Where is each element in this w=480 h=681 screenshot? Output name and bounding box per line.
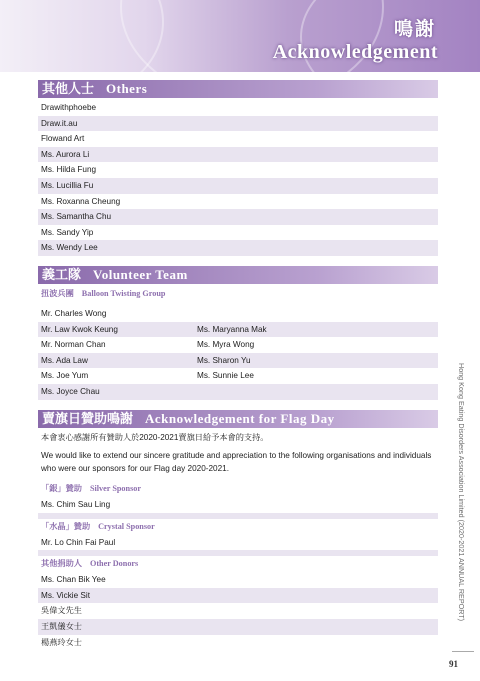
list-item: Flowand Art [41,134,85,144]
section-heading-zh: 賣旗日贊助鳴謝 [42,410,134,426]
list-item: Ms. Samantha Chu [38,209,438,225]
subheading-donors [38,556,438,572]
header-banner [0,0,480,72]
donors-list [38,572,438,650]
subheading-zh: 其他捐助人 [41,559,82,569]
name-cell: Ms. Ada Law [41,355,88,365]
subheading-balloon-group [38,286,438,302]
section-heading-en: Volunteer Team [93,266,188,282]
list-item [38,384,438,400]
list-item: 吳偉文先生 [41,606,82,616]
subheading-zh: 扭波兵團 [41,288,74,298]
subheading-zh: 「銀」贊助 [41,484,82,493]
list-item [38,306,438,322]
name-cell: Mr. Norman Chan [41,340,106,350]
page-title-en: Acknowledgement [272,41,438,63]
list-item: Ms. Sandy Yip [41,227,94,237]
others-list [38,100,438,256]
list-item: 王凱儀女士 [38,619,438,635]
list-item: Ms. Chan Bik Yee [41,575,106,585]
list-item: Draw.it.au [38,116,438,132]
list-item: Ms. Chim Sau Ling [41,500,111,509]
section-heading-others [38,80,438,98]
list-item [38,353,438,369]
list-item: Ms. Aurora Li [38,147,438,163]
name-cell: Mr. Charles Wong [41,308,107,318]
section-heading-zh: 其他人士 [42,81,95,96]
subheading-en: Silver Sponsor [89,484,141,493]
list-item: Drawithphoebe [41,103,97,112]
content [38,80,438,650]
footer-rule [452,651,474,652]
name-cell: Ms. Joyce Chau [41,386,100,396]
section-heading-volunteer [38,266,438,284]
section-heading-en: Others [106,81,148,96]
list-item: Mr. Lo Chin Fai Paul [41,537,116,547]
subheading-silver [38,481,438,497]
section-heading-zh: 義工隊 [42,266,82,282]
name-cell: Ms. Myra Wong [197,340,255,350]
page-title-zh: 鳴謝 [393,18,436,40]
name-cell: Ms. Sunnie Lee [197,371,254,381]
intro-en: We would like to extend our sincere gratitude and appreciation to the following organisations and individuals who were our sponsors for our Flag day 2020-2021. [41,451,432,473]
sidebar-report-title [456,363,468,651]
list-item: 楊燕玲女士 [41,637,82,647]
name-cell: Ms. Sharon Yu [197,355,251,365]
list-item [38,368,438,384]
list-item [38,322,438,338]
list-item: Ms. Hilda Fung [41,165,97,175]
sidebar-text: Hong Kong Eating Disorders Association Limited (2020-2021 ANNUAL REPORT) [457,363,466,622]
intro-zh: 本會衷心感謝所有贊助人於2020-2021賣旗日給予本會的支持。 [41,432,269,442]
subheading-zh: 「水晶」贊助 [41,521,91,531]
section-heading-en: Acknowledgement for Flag Day [145,410,335,426]
subheading-en: Other Donors [89,559,139,569]
volunteer-list [38,306,438,400]
subheading-en: Crystal Sponsor [98,521,155,531]
section-heading-flagday [38,410,438,428]
list-item: Ms. Roxanna Cheung [41,196,121,206]
page-number: 91 [449,659,458,669]
name-cell: Mr. Law Kwok Keung [41,324,118,334]
list-item: Ms. Lucillia Fu [38,178,438,194]
name-cell: Ms. Maryanna Mak [197,324,267,334]
silver-list [38,497,438,519]
list-item: Ms. Wendy Lee [38,240,438,256]
subheading-en: Balloon Twisting Group [81,288,166,298]
crystal-list [38,535,438,557]
subheading-crystal [38,519,438,535]
list-item: Ms. Vickie Sit [38,588,438,604]
name-cell: Ms. Joe Yum [41,371,89,381]
list-item [38,337,438,353]
